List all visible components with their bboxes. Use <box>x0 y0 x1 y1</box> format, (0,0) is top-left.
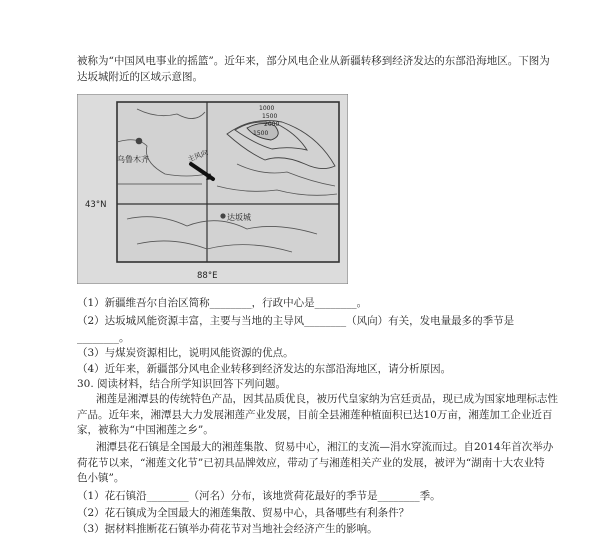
contour-label-1000: 1000 <box>259 105 275 112</box>
map-frame <box>117 102 339 262</box>
q29-3: （3）与煤炭资源相比，说明风能资源的优点。 <box>77 347 294 359</box>
q29-4: （4）近年来，新疆部分风电企业转移到经济发达的东部沿海地区，请分析原因。 <box>77 363 452 375</box>
q29-2-blank: ________。 <box>77 332 130 344</box>
contour-label-1500: 1500 <box>262 113 278 120</box>
label-dabancheng: 达坂城 <box>227 213 251 222</box>
q30-p1-line-1: 湘莲是湘潭县的传统特色产品，因其品质优良，被历代皇家纳为宫廷贡品，现已成为国家地理标志性 <box>96 393 558 405</box>
label-urumqi: 乌鲁木齐 <box>117 155 149 164</box>
q30-p1-line-3: 家，被称为“中国湘莲之乡”。 <box>77 424 214 436</box>
dabancheng-marker <box>220 213 225 218</box>
label-lat: 43°N <box>85 200 107 210</box>
urumqi-marker <box>136 138 143 145</box>
q30-p2-line-1: 湘潭县花石镇是全国最大的湘莲集散、贸易中心，湘江的支流—涓水穿流而过。自2014年首次举办 <box>96 441 554 453</box>
q30-p1-line-2: 产品。近年来，湘潭县大力发展湘莲产业发展，目前全县湘莲种植面积已达10万亩，湘莲加工企业近百 <box>77 409 553 421</box>
q29-2: （2）达坂城风能资源丰富，主要与当地的主导风________（风向）有关，发电量最多的季节是 <box>77 315 515 327</box>
q30-p2-line-3: 色小镇”。 <box>77 472 125 484</box>
intro-line-2: 达坂城附近的区域示意图。 <box>77 71 203 83</box>
contour-label-1500-inner: 1500 <box>253 130 269 137</box>
contour-label-2000: 2000 <box>264 121 280 128</box>
q30-3: （3）据材料推断花石镇举办荷花节对当地社会经济产生的影响。 <box>77 523 378 535</box>
intro-line-1: 被称为“中国风电事业的摇篮”。近年来，部分风电企业从新疆转移到经济发达的东部沿海地区。下图为 <box>77 55 550 67</box>
region-map <box>77 94 348 284</box>
q29-1: （1）新疆维吾尔自治区简称________，行政中心是________。 <box>77 297 368 309</box>
q30-header: 30. 阅读材料，结合所学知识回答下列问题。 <box>77 378 287 390</box>
label-wind: 主风向 <box>186 148 210 164</box>
label-lon: 88°E <box>197 271 218 281</box>
q30-2: （2）花石镇成为全国最大的湘莲集散、贸易中心，具备哪些有利条件？ <box>77 507 410 519</box>
q30-1: （1）花石镇沿________（河名）分布，该地赏荷花最好的季节是________季。 <box>77 490 441 502</box>
q30-p2-line-2: 荷花节以来，“湘莲文化节”已初具品牌效应，带动了与湘莲相关产业的发展，被评为“湖南十大农业特 <box>77 457 545 469</box>
